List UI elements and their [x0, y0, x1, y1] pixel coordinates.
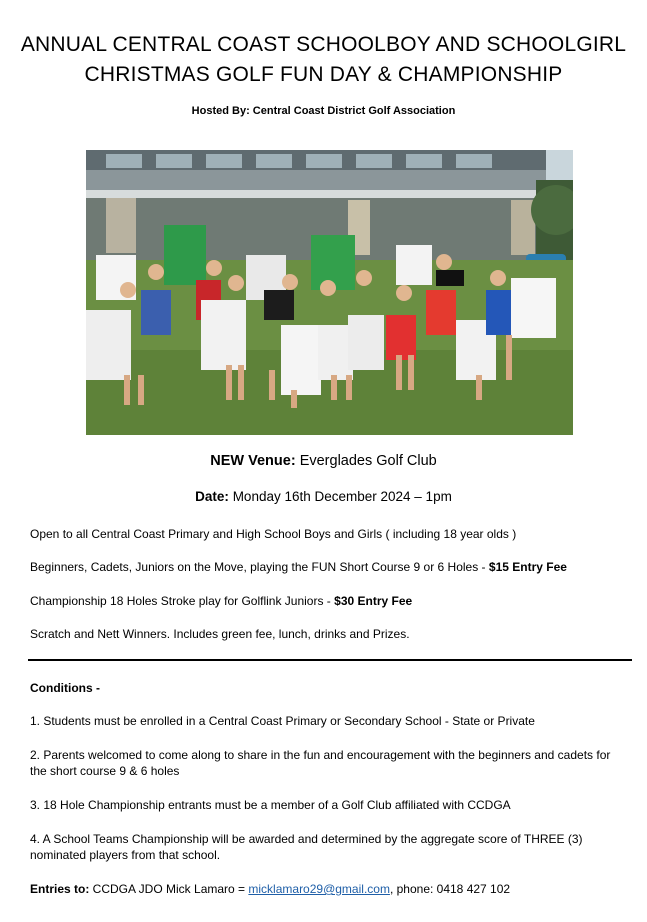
championship-fee: $30 Entry Fee: [334, 594, 413, 608]
open-to-text: Open to all Central Coast Primary and High School Boys and Girls ( including 18 year olds ): [30, 527, 517, 541]
championship-text: Championship 18 Holes Stroke play for Golflink Juniors -: [30, 594, 335, 608]
venue-label: NEW Venue:: [210, 453, 296, 469]
email-link[interactable]: micklamaro29@gmail.com: [248, 882, 390, 896]
condition-item-4: 4. A School Teams Championship will be awarded and determined by the aggregate score of THREE (3) nominated players from that school.: [30, 832, 583, 862]
entries-phone: , phone: 0418 427 102: [389, 882, 511, 896]
entries-label: Entries to:: [30, 882, 90, 896]
championship-line: [30, 593, 630, 609]
entries-contact: CCDGA JDO Mick Lamaro =: [89, 882, 249, 896]
group-photo: [86, 150, 573, 435]
beginners-line: [30, 559, 630, 575]
section-divider: [28, 659, 632, 661]
event-date: [0, 489, 647, 504]
condition-item-1: 1. Students must be enrolled in a Central Coast Primary or Secondary School - State or Private: [30, 714, 535, 728]
condition-item-2: 2. Parents welcomed to come along to share in the fun and encouragement with the beginners and cadets for the short course 9 & 6 holes: [30, 748, 611, 778]
entries-line: [30, 881, 630, 897]
page-title: [0, 30, 647, 90]
date-value: Monday 16th December 2024 – 1pm: [228, 489, 452, 504]
condition-item-3: 3. 18 Hole Championship entrants must be a member of a Golf Club affiliated with CCDGA: [30, 798, 511, 812]
winners-text: Scratch and Nett Winners. Includes green fee, lunch, drinks and Prizes.: [30, 627, 410, 641]
beginners-text: Beginners, Cadets, Juniors on the Move, playing the FUN Short Course 9 or 6 Holes -: [30, 560, 489, 574]
venue: [0, 453, 647, 469]
beginners-fee: $15 Entry Fee: [488, 560, 567, 574]
title-line-1: ANNUAL CENTRAL COAST SCHOOLBOY AND SCHOOLGIRL: [20, 33, 627, 56]
venue-value: Everglades Golf Club: [295, 453, 437, 469]
date-label: Date:: [195, 489, 229, 504]
conditions-heading: Conditions -: [30, 681, 100, 695]
title-line-2: CHRISTMAS GOLF FUN DAY & CHAMPIONSHIP: [84, 63, 563, 86]
hosted-by: Hosted By: Central Coast District Golf Association: [191, 105, 456, 117]
